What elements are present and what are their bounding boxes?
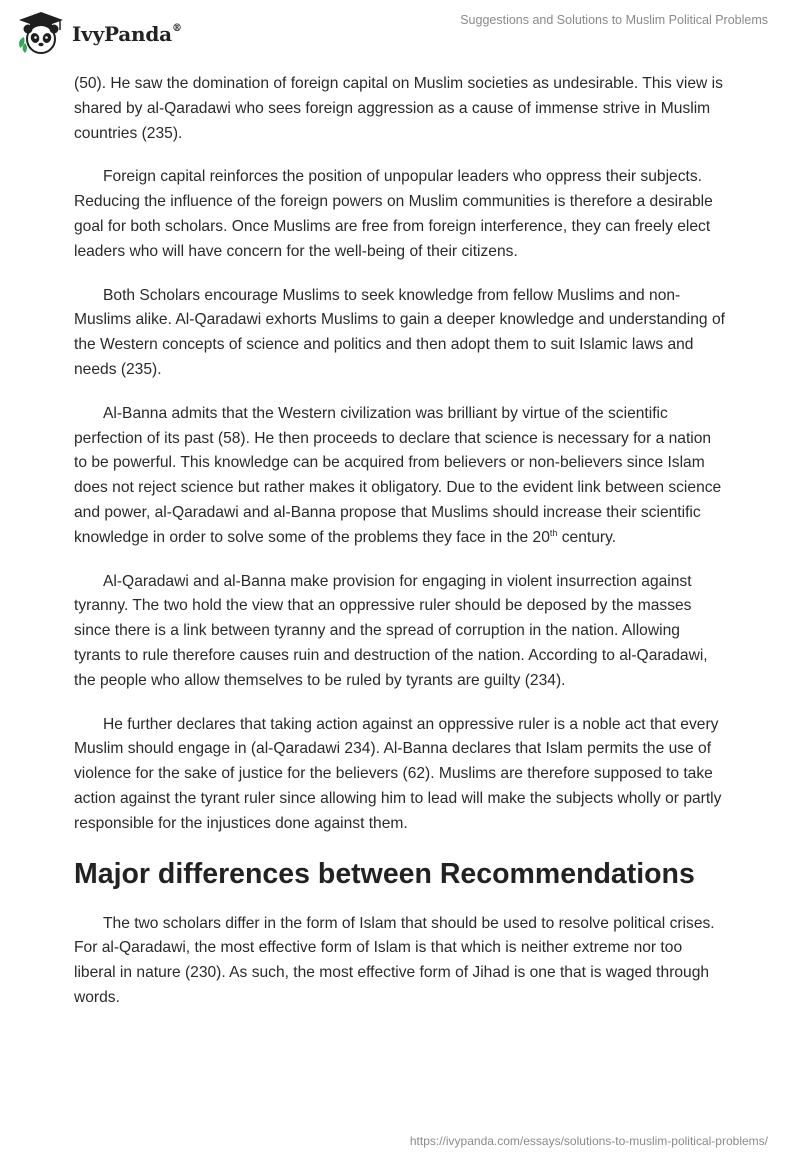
paragraph [74, 402, 728, 551]
section-heading: Major differences between Recommendations [74, 857, 695, 890]
source-url[interactable]: https://ivypanda.com/essays/solutions-to-muslim-political-problems/ [409, 1134, 768, 1148]
paragraph: The two scholars differ in the form of Islam that should be used to resolve political crises. For al-Qaradawi, the most effective form of Islam is that which is neither extreme nor too liberal in nature (230). As such, the most effective form of Jihad is one that is waged through words. [74, 914, 715, 1006]
paragraph: (50). He saw the domination of foreign capital on Muslim societies as undesirable. This view is shared by al-Qaradawi who sees foreign aggression as a cause of immense strive in Muslim countries (235). [74, 75, 723, 142]
brand-name: IvyPanda® [72, 22, 182, 46]
panda-graduate-icon [16, 10, 66, 56]
paragraph-text: Al-Banna admits that the Western civilization was brilliant by virtue of the scientific perfection of its past (58). He then proceeds to declare that science is necessary for a nation to be powerful. This knowledge can be acquired from believers or non-believers since Islam does not reject science but rather makes it obligatory. Due to the evident link between science and power, al-Qaradawi and al-Banna propose that Muslims should increase their scientific knowledge in order to solve some of the problems they face in the 20 [74, 404, 722, 546]
essay-body [74, 72, 728, 1030]
paragraph: He further declares that taking action against an oppressive ruler is a noble act that every Muslim should engage in (al-Qaradawi 234). Al-Banna declares that Islam permits the use of violence for the sake of justice for the believers (62). Muslims are therefore supposed to take action against the tyrant ruler since allowing him to lead will make the subjects wholly or partly responsible for the injustices done against them. [74, 715, 722, 832]
running-title: Suggestions and Solutions to Muslim Political Problems [460, 13, 768, 27]
paragraph: Both Scholars encourage Muslims to seek knowledge from fellow Muslims and non-Muslims alike. Al-Qaradawi exhorts Muslims to gain a deeper knowledge and understanding of the Western concepts of science and politics and then adopt them to suit Islamic laws and needs (235). [74, 286, 725, 378]
ordinal-suffix: th [549, 527, 558, 538]
paragraph: Foreign capital reinforces the position of unpopular leaders who oppress their subjects. Reducing the influence of the foreign powers on Muslim communities is therefore a desirable goal for both scholars. Once Muslims are free from foreign interference, they can freely elect leaders who will have concern for the well-being of their citizens. [74, 168, 713, 260]
paragraph-text-end: century. [557, 528, 617, 546]
page-header [0, 0, 800, 64]
paragraph: Al-Qaradawi and al-Banna make provision for engaging in violent insurrection against tyranny. The two hold the view that an oppressive ruler should be deposed by the masses since there is a link between tyranny and the spread of corruption in the nation. Allowing tyrants to rule therefore causes ruin and destruction of the nation. According to al-Qaradawi, the people who allow themselves to be ruled by tyrants are guilty (234). [74, 572, 708, 689]
ivypanda-logo[interactable] [16, 10, 182, 56]
